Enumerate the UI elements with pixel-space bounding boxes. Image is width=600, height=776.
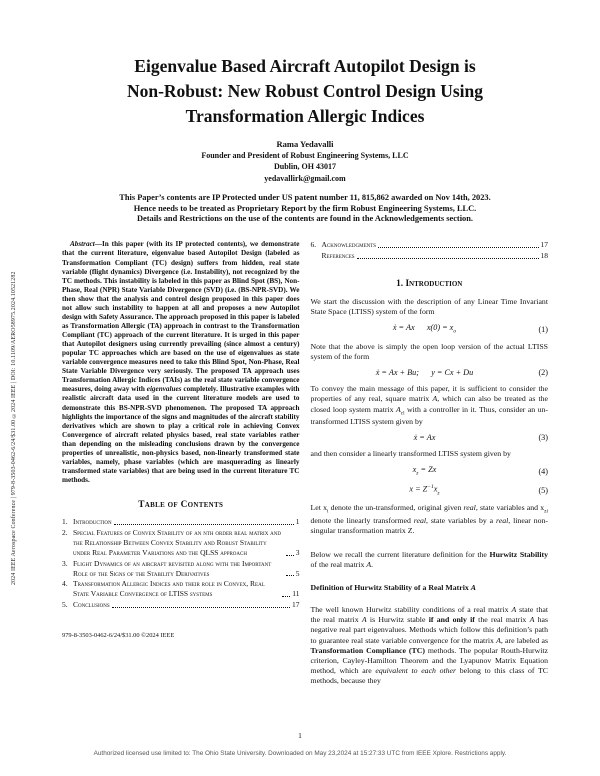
toc-dot-leader	[286, 575, 294, 576]
author-affiliation: Founder and President of Robust Engineering Systems, LLC	[201, 150, 409, 160]
intro-paragraph-1: We start the discussion with the description of any Linear Time Invariant State Space (LTISS) system of the form	[310, 297, 548, 317]
equation-1	[311, 323, 549, 335]
title-line-1: Eigenvalue Based Aircraft Autopilot Design is	[134, 56, 476, 76]
equation-2-body: ẋ = Ax + Bu; y = Cx + Du	[375, 368, 474, 378]
title-line-2: Non-Robust: New Robust Control Design Using	[126, 80, 484, 101]
toc-entry-introduction: 1. Introduction 1	[62, 517, 300, 527]
equation-4-number: (4)	[538, 466, 548, 476]
ip-notice-line-3: Details and Restrictions on the use of the contents are found in the Acknowledgements section.	[136, 214, 473, 224]
toc-dot-leader	[282, 596, 290, 597]
intro-paragraph-6: Below we recall the current literature definition for the Hurwitz Stability of the real matrix A.	[310, 549, 548, 570]
author-name: Rama Yedavalli	[276, 138, 334, 149]
ip-notice-line-1: This Paper’s contents are IP Protected under US patent number 11, 815,862 awarded on Nov 14th, 2023.	[119, 192, 491, 202]
equation-5	[311, 484, 549, 496]
paper-page	[62, 46, 548, 692]
toc-dot-leader	[378, 247, 538, 248]
copyright-footnote: 979-8-3503-0462-6/24/$31.00 ©2024 IEEE	[62, 632, 175, 640]
definition-heading: Definition of Hurwitz Stability of a Real Matrix A	[310, 583, 476, 593]
toc-dot-leader	[286, 555, 294, 556]
toc-entry-flight-dynamics: 3. Flight Dynamics of an aircraft revisited along with the Important Role of the Signs of the Stability Derivatives 5	[62, 558, 300, 578]
equation-1-body: ẋ = Ax $x(0) = x_o$	[392, 323, 457, 336]
abstract: Abstract—In this paper (with its IP protected contents), we demonstrate that the current literature, eigenvalue based Autopilot Design (labeled as Transformation Compliant (TC) design) suffers from hidden, real state variable (flight dynamics) Divergence (i.e. Instability), not recognized by the TC methods. This instability is labeled in this paper as Blind Spot (BS), Non-Phase, Real (NPR) State Variable Divergence (SVD) (i.e. (BS-NPR-SVD). We then show that the analysis and control design proposed in this paper does not allow such instability to happen at all and proposes a new Autopilot design with Safety Assurance. The approach proposed in this paper is labeled as Transformation Allergic (TA) approach in contrast to the Transformation Compliant (TC) approach of the current literature. It is urged in this paper that Autopilot designers using currently prevailing (since almost a century) popular TC approaches which are based on the use of eigenvalues as state variable convergence measures need to take this Blind Spot, Non-Phase, Real State Variable Divergence very seriously. The proposed TA approach uses Transformation Allergic Indices (TAIs) as the real state variable convergence measures, doing away with eigenvalues completely. Illustrative examples with realistic aircraft data used in the current literature models are used to demonstrate this BS-NPR-SVD phenomenon. The proposed TA approach highlights the importance of the signs and magnitudes of the aircraft stability derivatives which are shown to play a critical role in achieving Convex Convergence of aircraft related physics based, real state variables rather than depending on the misleading conclusions drawn by the convergence properties of unrealistic, non-physics based, non-linearly transformed state variables, namely, phase variables (which are masquerading as linearly transformed state variables) that are being used in the current literature TC methods.	[62, 240, 300, 485]
toc-entry-conclusions: 5. Conclusions 17	[62, 600, 300, 610]
equation-4-body: $x_z = Zx$	[412, 465, 437, 477]
title-line-3: Transformation Allergic Indices	[185, 105, 425, 126]
author-email: yedavallirk@gmail.com	[264, 174, 346, 184]
equation-3-number: (3)	[538, 433, 548, 443]
equation-2	[311, 368, 549, 377]
author-location: Dublin, OH 43017	[273, 162, 336, 172]
toc-dot-leader	[114, 524, 294, 525]
toc-entry-references: References 18	[321, 251, 548, 261]
intro-paragraph-5: Let $x_i$ denote the un-transformed, original given real, state variables and $x_{zi}$ denote the linearly transformed real, state variables by a real, linear non-singular transformation matrix Z.	[310, 503, 548, 535]
intro-paragraph-4: and then consider a linearly transformed LTISS system given by	[310, 449, 511, 459]
ip-notice-line-2: Hence needs to be treated as Proprietary Report by the firm Robust Engineering Systems, LLC.	[133, 203, 477, 213]
intro-paragraph-7: The well known Hurwitz stability conditions of a real matrix A state that the real matrix A is Hurwitz stable if and only if the real matrix A has negative real part eigenvalues. Methods which follow this definition’s path to guarantee real state variable convergence for the matrix A, are labeled as Transformation Compliance (TC) methods. The popular Routh-Hurwitz criterion, Cayley-Hamilton Theorem and the Lyapunov Matrix Equation method, which are equivalent to each other belong to this class of TC methods, because they	[310, 605, 548, 686]
toc-entry-acknowledgments: 6. Acknowledgments 17	[310, 240, 548, 250]
equation-3	[311, 433, 549, 442]
equation-3-body: ẋ = Ax	[413, 433, 436, 443]
paper-title	[62, 54, 548, 129]
page-number: 1	[298, 731, 302, 740]
toc-entry-transformation-allergic: 4. Transformation Allergic Indices and their role in Convex, Real State Variable Convergence of LTISS systems 11	[62, 579, 300, 599]
toc-dot-leader	[112, 607, 290, 608]
table-of-contents	[62, 517, 300, 610]
equation-5-body: $x = Z^{-1}x_z$	[409, 483, 440, 497]
right-column	[311, 240, 549, 692]
toc-heading: Table of Contents	[138, 500, 224, 511]
left-column	[62, 240, 300, 692]
ip-notice	[62, 193, 548, 226]
table-of-contents-continued	[311, 240, 549, 261]
toc-dot-leader	[357, 258, 539, 259]
toc-entry-convex-stability: 2. Special Features of Convex Stability of an nth order real matrix and the Relationship Between Convex Stability and Robust Stability under Real Parameter Variations and the QLSS approach 3	[62, 527, 300, 557]
ieee-sidebar-citation: 2024 IEEE Aerospace Conference | 979-8-3503-0462-6/24/$31.00 ©2024 IEEE | DOI: 10.1109/AERO58975.2024.10521282	[11, 271, 17, 585]
equation-5-number: (5)	[538, 485, 548, 495]
intro-paragraph-2: Note that the above is simply the open loop version of the actual LTISS system of the form	[310, 342, 548, 362]
intro-paragraph-3: To convey the main message of this paper, it is sufficient to consider the properties of any real, square matrix A, which can also be treated as the closed loop system matrix $A_{cl}$ with a controller in it. Thus, consider an un-transformed LTISS system given by	[310, 384, 549, 426]
author-block	[62, 138, 548, 185]
license-footer: Authorized licensed use limited to: The Ohio State University. Downloaded on May 23,2024 at 15:27:33 UTC from IEEE Xplore. Restrictions apply.	[93, 750, 507, 757]
equation-4	[311, 465, 549, 477]
equation-2-number: (2)	[538, 368, 548, 378]
section-heading-introduction: 1. Introduction	[396, 279, 463, 290]
equation-1-number: (1)	[538, 324, 548, 334]
